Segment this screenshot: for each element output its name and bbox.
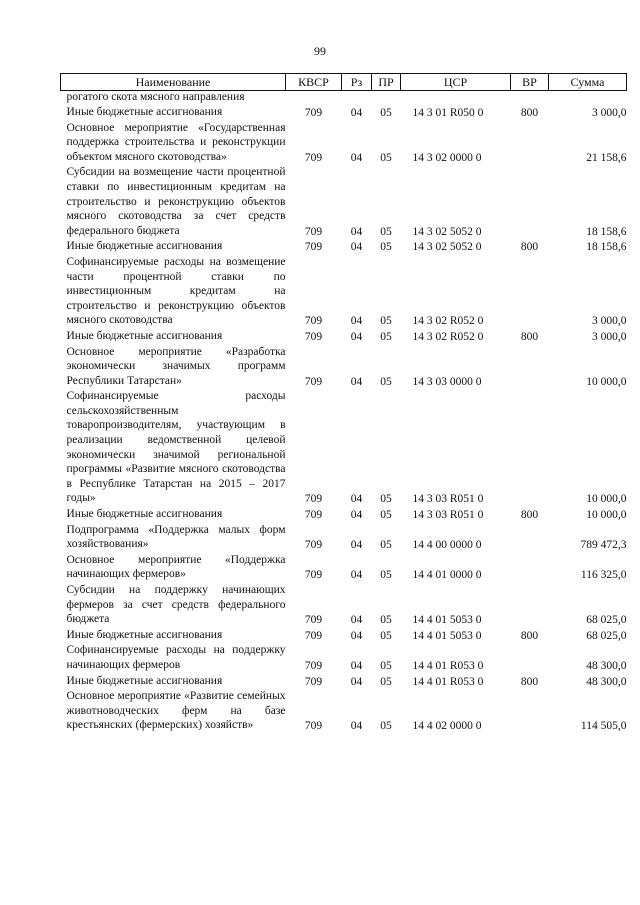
row-pr: 05 [380, 225, 392, 238]
row-rz: 04 [350, 659, 363, 672]
row-pr: 05 [380, 539, 392, 552]
row-vr [511, 165, 549, 239]
row-pr: 05 [380, 493, 392, 506]
row-rz: 04 [350, 614, 363, 627]
table-header [61, 74, 627, 91]
row-kvsr: 709 [304, 539, 323, 552]
row-sum: 3 000,0 [592, 330, 627, 343]
row-pr: 05 [380, 315, 392, 328]
row-csr: 14 3 03 R051 0 [412, 509, 484, 522]
row-name: Субсидии на поддержку начинающих фермеров за счет средств федерального бюджета [66, 584, 286, 626]
table-row [61, 643, 627, 673]
row-vr [511, 553, 549, 583]
row-vr [511, 583, 549, 628]
row-vr: 800 [520, 629, 539, 642]
row-kvsr: 709 [304, 241, 323, 254]
row-csr: 14 3 01 R050 0 [412, 107, 484, 119]
row-sum: 3 000,0 [592, 107, 627, 119]
row-pr [372, 91, 401, 106]
row-name: Софинансируемые расходы на возмещение части процентной ставки по инвестиционным кредитам на строительство и реконструкцию объектов мясного скотоводства [66, 255, 286, 327]
row-csr: 14 4 01 R053 0 [412, 659, 484, 672]
row-name: Иные бюджетные ассигнования [66, 628, 223, 641]
row-rz: 04 [350, 493, 363, 506]
row-vr [511, 689, 549, 734]
row-name: Субсидии на возмещение части процентной ставки по инвестиционным кредитам на строительство и реконструкцию объектов мясного скотоводства за счет средств федерального бюджета [66, 166, 286, 237]
table-row [61, 121, 627, 166]
row-pr: 05 [380, 375, 392, 388]
row-sum: 10 000,0 [586, 375, 627, 388]
row-sum: 68 025,0 [586, 614, 627, 627]
table-row [61, 105, 627, 121]
row-sum [549, 91, 627, 106]
row-name: Софинансируемые расходы сельскохозяйственным товаропроизводителям, участвующим в реализации ведомственной целевой экономически значимой региональной программы «Развитие мясного скотоводства в Республике Татарстан на 2015 – 2017 годы» [66, 390, 286, 505]
row-sum: 21 158,6 [586, 151, 627, 164]
header-vr: ВР [511, 74, 549, 91]
page-number: 99 [314, 44, 326, 58]
row-csr: 14 3 03 0000 0 [412, 375, 482, 388]
header-sum: Сумма [549, 74, 627, 91]
row-kvsr: 709 [304, 675, 323, 688]
row-kvsr [286, 91, 342, 106]
row-name: Иные бюджетные ассигнования [66, 240, 223, 253]
row-kvsr: 709 [304, 509, 323, 522]
row-rz: 04 [350, 675, 363, 688]
row-name: Иные бюджетные ассигнования [66, 508, 223, 521]
row-kvsr: 709 [304, 151, 323, 164]
row-pr: 05 [380, 614, 392, 627]
table-row [61, 553, 627, 583]
row-csr: 14 3 02 R052 0 [412, 330, 484, 343]
row-kvsr: 709 [304, 375, 323, 388]
row-rz: 04 [350, 330, 363, 343]
row-sum: 18 158,6 [586, 241, 627, 254]
budget-table [60, 73, 627, 734]
row-kvsr: 709 [304, 659, 323, 672]
row-sum: 10 000,0 [586, 493, 627, 506]
row-sum: 48 300,0 [586, 675, 627, 688]
row-pr: 05 [380, 720, 392, 733]
table-row [61, 628, 627, 644]
row-vr [511, 121, 549, 166]
header-rz: Рз [342, 74, 372, 91]
header-pr: ПР [372, 74, 401, 91]
row-pr: 05 [380, 629, 392, 642]
row-pr: 05 [380, 330, 392, 343]
table-row [61, 583, 627, 628]
row-kvsr: 709 [304, 315, 323, 328]
row-kvsr: 709 [304, 493, 323, 506]
table-row [61, 674, 627, 690]
row-sum: 3 000,0 [592, 315, 627, 328]
row-kvsr: 709 [304, 569, 323, 582]
row-pr: 05 [380, 151, 392, 164]
table-body [61, 91, 627, 734]
row-name: Основное мероприятие «Государственная поддержка строительства и реконструкции объектом мясного скотоводства» [66, 121, 286, 163]
row-name: Подпрограмма «Поддержка малых форм хозяйствования» [66, 523, 286, 551]
row-csr: 14 3 02 R052 0 [412, 315, 484, 328]
row-sum: 114 505,0 [580, 720, 627, 733]
row-kvsr: 709 [304, 107, 323, 119]
row-csr: 14 4 00 0000 0 [412, 539, 482, 552]
table-row [61, 507, 627, 523]
row-vr [511, 345, 549, 390]
row-pr: 05 [380, 509, 392, 522]
row-name: Софинансируемые расходы на поддержку начинающих фермеров [66, 644, 286, 671]
table-row [61, 165, 627, 239]
row-rz: 04 [350, 629, 363, 642]
row-kvsr: 709 [304, 614, 323, 627]
table-row [61, 239, 627, 255]
row-csr [401, 91, 511, 106]
row-rz: 04 [350, 151, 363, 164]
row-kvsr: 709 [304, 225, 323, 238]
row-vr [511, 523, 549, 553]
row-pr: 05 [380, 569, 392, 582]
row-vr [511, 643, 549, 673]
row-kvsr: 709 [304, 629, 323, 642]
row-csr: 14 3 02 5052 0 [412, 241, 482, 254]
row-csr: 14 3 03 R051 0 [412, 493, 484, 506]
row-csr: 14 4 01 R053 0 [412, 675, 484, 688]
row-vr: 800 [520, 107, 539, 119]
row-name: Иные бюджетные ассигнования [66, 329, 223, 342]
row-csr: 14 4 01 0000 0 [412, 569, 482, 582]
row-rz: 04 [350, 241, 363, 254]
row-kvsr: 709 [304, 720, 323, 733]
row-name: Основное мероприятие «Поддержка начинающих фермеров» [66, 553, 286, 581]
row-rz: 04 [350, 225, 363, 238]
row-sum: 789 472,3 [580, 539, 627, 552]
row-vr: 800 [520, 509, 539, 522]
table-row [61, 329, 627, 345]
row-vr [511, 389, 549, 507]
row-rz: 04 [350, 375, 363, 388]
row-sum: 18 158,6 [586, 225, 627, 238]
table-row [61, 689, 627, 734]
row-pr: 05 [380, 675, 392, 688]
row-rz: 04 [350, 720, 363, 733]
row-rz: 04 [350, 315, 363, 328]
row-csr: 14 3 02 5052 0 [412, 225, 482, 238]
row-name: Иные бюджетные ассигнования [66, 106, 223, 118]
row-csr: 14 4 01 5053 0 [412, 614, 482, 627]
row-rz: 04 [350, 107, 363, 119]
row-sum: 48 300,0 [586, 659, 627, 672]
header-csr: ЦСР [401, 74, 511, 91]
row-sum: 10 000,0 [586, 509, 627, 522]
row-name: Основное мероприятие «Разработка экономически значимых программ Республики Татарстан» [66, 345, 286, 387]
table-row [61, 345, 627, 390]
row-rz: 04 [350, 509, 363, 522]
row-pr: 05 [380, 107, 392, 119]
header-name: Наименование [61, 74, 286, 91]
row-rz: 04 [350, 539, 363, 552]
row-rz [342, 91, 372, 106]
table-row [61, 255, 627, 329]
table-row [61, 91, 627, 106]
row-csr: 14 4 02 0000 0 [412, 720, 482, 733]
row-sum: 68 025,0 [586, 629, 627, 642]
row-vr [511, 255, 549, 329]
row-vr: 800 [520, 675, 539, 688]
row-vr: 800 [520, 330, 539, 343]
row-name: Иные бюджетные ассигнования [66, 674, 223, 687]
row-csr: 14 4 01 5053 0 [412, 629, 482, 642]
row-sum: 116 325,0 [580, 569, 627, 582]
row-name: Основное мероприятие «Развитие семейных животноводческих ферм на базе крестьянских (фермерских) хозяйств» [66, 690, 286, 732]
row-kvsr: 709 [304, 330, 323, 343]
row-vr: 800 [520, 241, 539, 254]
row-csr: 14 3 02 0000 0 [412, 151, 482, 164]
row-rz: 04 [350, 569, 363, 582]
table-row [61, 389, 627, 507]
row-pr: 05 [380, 659, 392, 672]
row-pr: 05 [380, 241, 392, 254]
table-row [61, 523, 627, 553]
row-vr [511, 91, 549, 106]
header-kvsr: КВСР [286, 74, 342, 91]
row-name: рогатого скота мясного направления [66, 91, 245, 103]
